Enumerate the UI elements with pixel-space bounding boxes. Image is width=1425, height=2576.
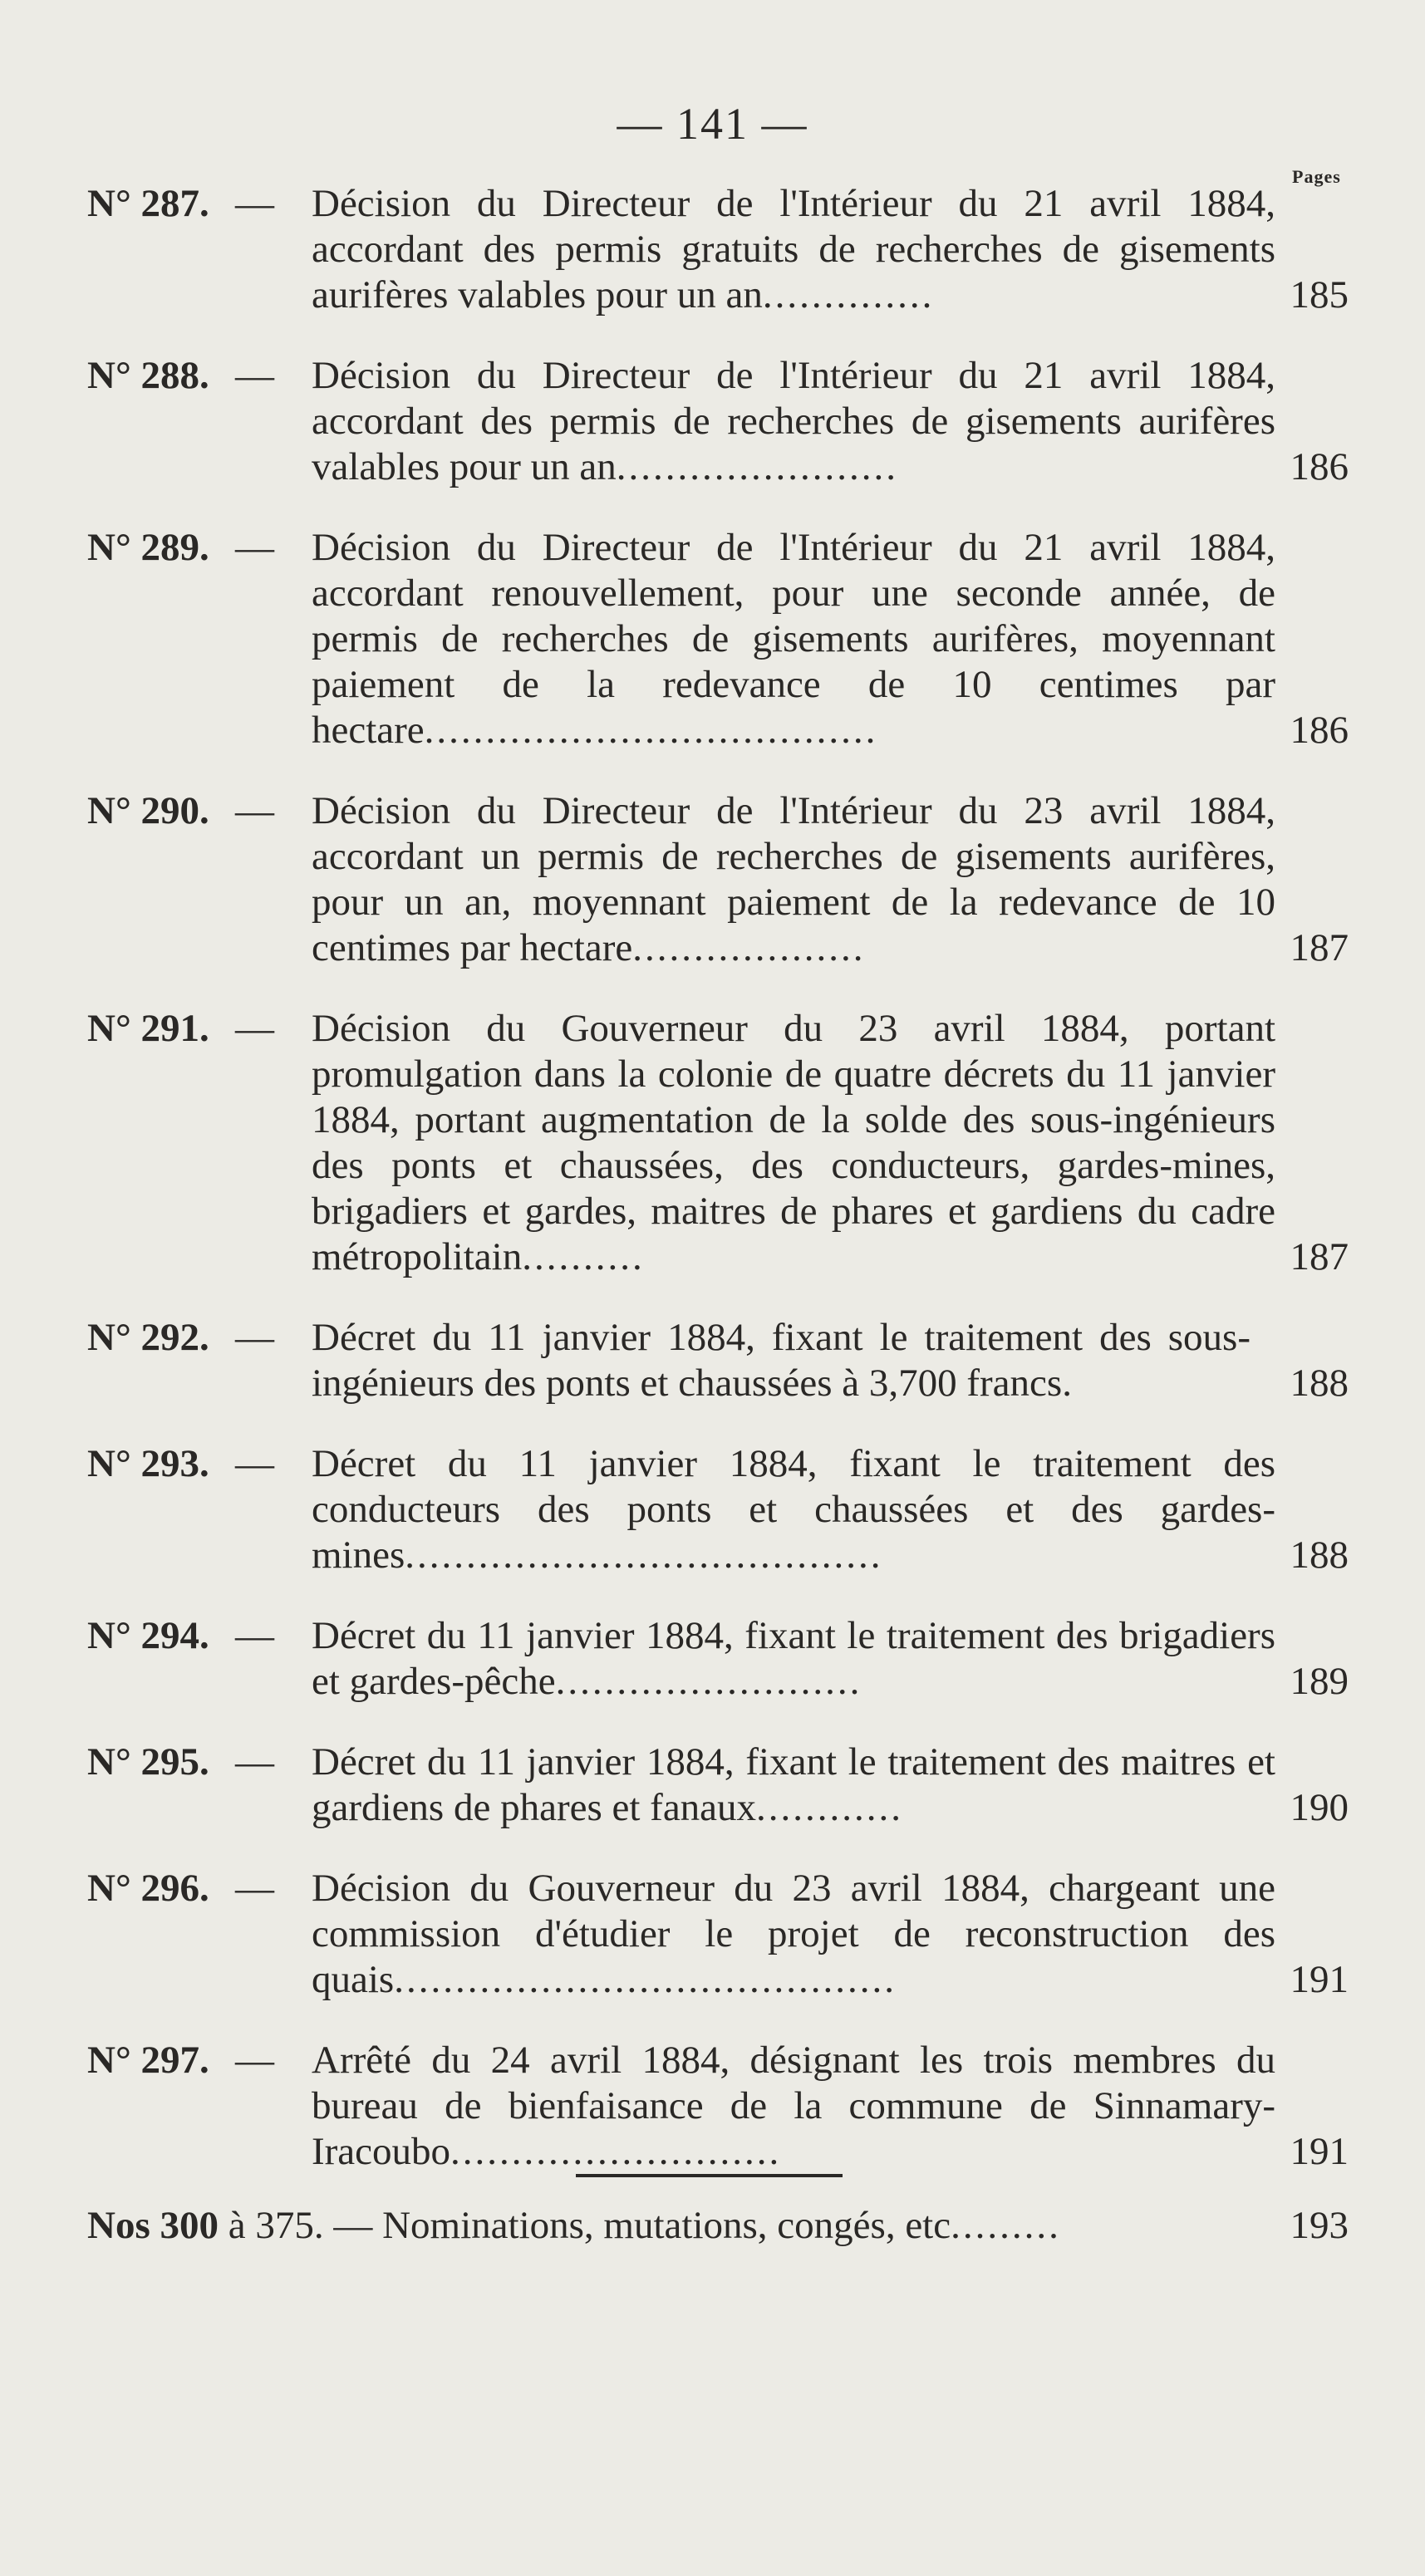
- entry-dash: —: [235, 182, 274, 225]
- entry-dash: —: [235, 1007, 274, 1050]
- toc-entry-294: [0, 1613, 1425, 1705]
- leader-dots: ...................: [632, 926, 866, 969]
- toc-entry-296: [0, 1866, 1425, 2003]
- leader-dots: ............: [756, 1786, 904, 1829]
- entry-text: Décision du Gouverneur du 23 avril 1884, portant promulgation dans la colonie de quatre décrets du 11 janvier 1884, portant augmentation de la solde des sous-ingénieurs des ponts et chaussées, des conducteurs, gardes-mines, brigadiers et gardes, maitres de phares et gardiens du cadre métropolitain: [312, 1007, 1275, 1278]
- leader-dots: ..........: [522, 1235, 645, 1278]
- leader-dots: .........................................: [394, 1958, 897, 2001]
- entry-dash: —: [235, 354, 274, 397]
- toc-entry-291: [0, 1006, 1425, 1280]
- entry-number: N° 291.: [87, 1007, 209, 1050]
- entry-text: à 375. — Nominations, mutations, congés, etc: [228, 2204, 951, 2247]
- toc-entry-289: [0, 525, 1425, 753]
- entry-text: Décret du 11 janvier 1884, fixant le traitement des conducteurs des ponts et chaussées et des gardes-mines: [312, 1442, 1275, 1577]
- entry-text: Décision du Directeur de l'Intérieur du 21 avril 1884, accordant renouvellement, pour une seconde année, de permis de recherches de gisements aurifères, moyennant paiement de la redevance de 10 centimes par hectare: [312, 526, 1275, 752]
- entry-text: Décret du 11 janvier 1884, fixant le traitement des sous-ingénieurs des ponts et chaussées à 3,700 francs.: [312, 1316, 1251, 1405]
- entry-page: 188: [1290, 1533, 1349, 1577]
- toc-entry-295: [0, 1739, 1425, 1831]
- leader-dots: .....................................: [424, 709, 878, 752]
- entry-dash: —: [235, 1316, 274, 1359]
- entry-page: 191: [1290, 2130, 1349, 2173]
- toc-entry-290: [0, 788, 1425, 971]
- entry-number: Nos 300: [87, 2204, 219, 2247]
- toc-entry-300-375: [0, 2203, 1425, 2249]
- page-number: — 141 —: [617, 99, 808, 149]
- entry-dash: —: [235, 1740, 274, 1784]
- entry-number: N° 295.: [87, 1740, 209, 1784]
- closing-rule: [576, 2174, 843, 2177]
- leader-dots: .......................: [616, 445, 899, 488]
- entry-page: 193: [1290, 2204, 1349, 2247]
- entry-page: 190: [1290, 1786, 1349, 1829]
- entry-number: N° 288.: [87, 354, 209, 397]
- entry-page: 188: [1290, 1362, 1349, 1405]
- entry-page: 187: [1290, 926, 1349, 969]
- leader-dots: ...........................: [450, 2130, 782, 2173]
- entry-number: N° 287.: [87, 182, 209, 225]
- entry-page: 186: [1290, 709, 1349, 752]
- entry-dash: —: [235, 1614, 274, 1657]
- entry-text: Décret du 11 janvier 1884, fixant le traitement des brigadiers et gardes-pêche: [312, 1614, 1275, 1703]
- entry-page: 187: [1290, 1235, 1349, 1278]
- entry-dash: —: [235, 526, 274, 569]
- entry-text: Décision du Directeur de l'Intérieur du 21 avril 1884, accordant des permis de recherches de gisements aurifères valables pour un an: [312, 354, 1275, 488]
- entry-dash: —: [235, 2039, 274, 2082]
- entry-number: N° 293.: [87, 1442, 209, 1485]
- table-of-contents: [0, 181, 1425, 2249]
- entry-number: N° 289.: [87, 526, 209, 569]
- toc-entry-288: [0, 353, 1425, 490]
- entry-text: Arrêté du 24 avril 1884, désignant les trois membres du bureau de bienfaisance de la commune de Sinnamary-Iracoubo: [312, 2039, 1275, 2173]
- toc-entry-292: [0, 1315, 1425, 1406]
- entry-number: N° 290.: [87, 789, 209, 832]
- toc-entry-293: [0, 1441, 1425, 1578]
- leader-dots: .........................: [555, 1660, 862, 1703]
- pages-column-label: Pages: [1292, 166, 1341, 187]
- leader-dots: ..............: [762, 273, 935, 316]
- entry-dash: —: [235, 1442, 274, 1485]
- entry-text: Décision du Directeur de l'Intérieur du 23 avril 1884, accordant un permis de recherches de gisements aurifères, pour un an, moyennant paiement de la redevance de 10 centimes par hectare: [312, 789, 1275, 969]
- entry-page: 185: [1290, 273, 1349, 316]
- entry-page: 189: [1290, 1660, 1349, 1703]
- leader-dots: .......................................: [405, 1533, 883, 1577]
- entry-page: 186: [1290, 445, 1349, 488]
- entry-text: Décret du 11 janvier 1884, fixant le traitement des maitres et gardiens de phares et fanaux: [312, 1740, 1275, 1829]
- leader-dots: .........: [951, 2204, 1061, 2247]
- entry-number: N° 297.: [87, 2039, 209, 2082]
- entry-page: 191: [1290, 1958, 1349, 2001]
- entry-text: Décision du Directeur de l'Intérieur du 21 avril 1884, accordant des permis gratuits de recherches de gisements aurifères valables pour un an: [312, 182, 1275, 316]
- entry-dash: —: [235, 1867, 274, 1910]
- entry-number: N° 296.: [87, 1867, 209, 1910]
- entry-text: Décision du Gouverneur du 23 avril 1884, chargeant une commission d'étudier le projet de reconstruction des quais: [312, 1867, 1275, 2001]
- toc-entry-287: [0, 181, 1425, 318]
- entry-dash: —: [235, 789, 274, 832]
- toc-entry-297: [0, 2038, 1425, 2175]
- entry-number: N° 294.: [87, 1614, 209, 1657]
- entry-number: N° 292.: [87, 1316, 209, 1359]
